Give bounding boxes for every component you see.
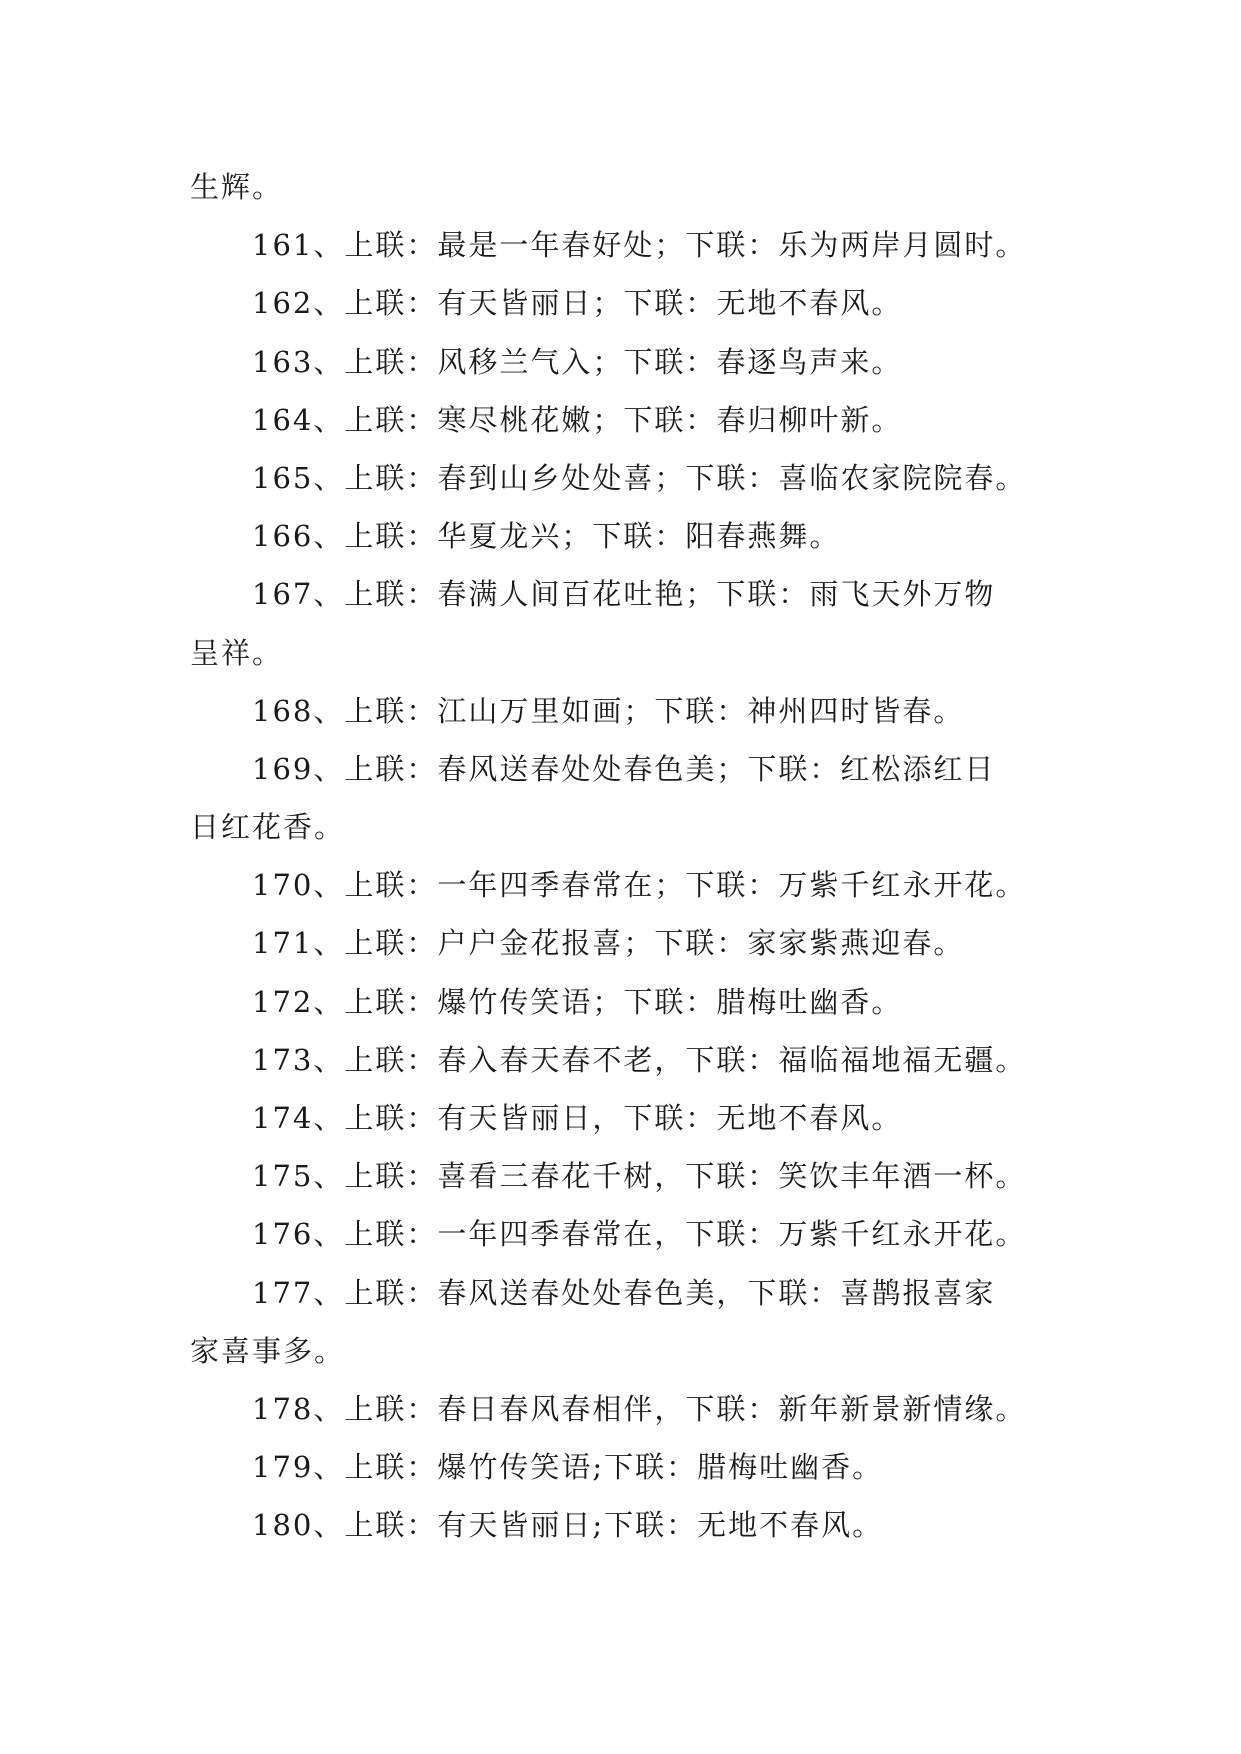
text-line: 180、上联：有天皆丽日;下联：无地不春风。 [252, 1508, 884, 1543]
text-line: 171、上联：户户金花报喜；下联：家家紫燕迎春。 [252, 926, 965, 961]
text-line: 178、上联：春日春风春相伴，下联：新年新景新情缘。 [252, 1391, 1027, 1426]
text-line: 168、上联：江山万里如画；下联：神州四时皆春。 [252, 693, 965, 728]
text-line: 日红花香。 [190, 810, 346, 845]
text-line: 169、上联：春风送春处处春色美；下联：红松添红日 [252, 751, 996, 786]
document-body [190, 158, 1070, 1555]
text-line: 179、上联：爆竹传笑语;下联：腊梅吐幽香。 [252, 1450, 884, 1485]
text-line: 163、上联：风移兰气入；下联：春逐鸟声来。 [252, 344, 903, 379]
text-line: 161、上联：最是一年春好处；下联：乐为两岸月圆时。 [252, 228, 1027, 263]
text-line: 164、上联：寒尽桃花嫩；下联：春归柳叶新。 [252, 402, 903, 437]
text-line: 175、上联：喜看三春花千树，下联：笑饮丰年酒一杯。 [252, 1159, 1027, 1194]
text-line: 170、上联：一年四季春常在；下联：万紫千红永开花。 [252, 868, 1027, 903]
text-line: 166、上联：华夏龙兴；下联：阳春燕舞。 [252, 519, 841, 554]
text-line: 174、上联：有天皆丽日，下联：无地不春风。 [252, 1101, 903, 1135]
text-line: 173、上联：春入春天春不老，下联：福临福地福无疆。 [252, 1042, 1027, 1077]
text-line: 162、上联：有天皆丽日；下联：无地不春风。 [252, 286, 903, 321]
text-line: 177、上联：春风送春处处春色美，下联：喜鹊报喜家 [252, 1275, 996, 1310]
text-line: 家喜事多。 [190, 1333, 346, 1368]
text-line: 165、上联：春到山乡处处喜；下联：喜临农家院院春。 [252, 460, 1027, 495]
text-line: 176、上联：一年四季春常在，下联：万紫千红永开花。 [252, 1217, 1027, 1252]
text-line: 172、上联：爆竹传笑语；下联：腊梅吐幽香。 [252, 984, 903, 1019]
text-line: 167、上联：春满人间百花吐艳；下联：雨飞天外万物 [252, 577, 996, 612]
text-line: 生辉。 [190, 170, 284, 204]
text-line: 呈祥。 [190, 635, 284, 670]
